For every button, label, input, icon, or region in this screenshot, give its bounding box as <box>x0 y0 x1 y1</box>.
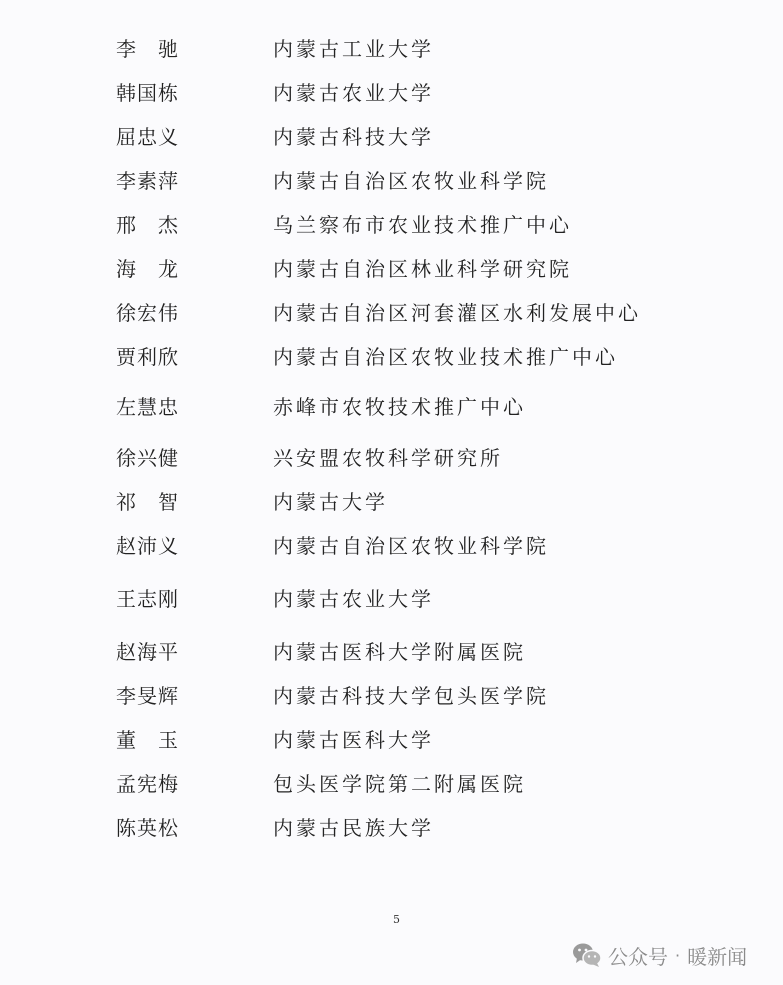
list-item <box>0 813 783 843</box>
expert-name: 徐宏伟 <box>116 301 179 325</box>
expert-name: 韩国栋 <box>116 81 179 105</box>
list-item <box>0 392 783 422</box>
list-item <box>0 254 783 284</box>
list-item <box>0 531 783 561</box>
expert-name: 李旻辉 <box>116 684 179 708</box>
expert-name: 贾利欣 <box>116 345 179 369</box>
watermark-label: 公众号 <box>608 944 668 969</box>
expert-name: 赵沛义 <box>116 534 179 558</box>
expert-organization: 包头医学院第二附属医院 <box>273 772 526 796</box>
expert-name: 邢 杰 <box>116 213 179 237</box>
list-item <box>0 681 783 711</box>
expert-name: 李 驰 <box>116 37 179 61</box>
list-item <box>0 443 783 473</box>
list-item <box>0 637 783 667</box>
list-item <box>0 769 783 799</box>
expert-organization: 兴安盟农牧科学研究所 <box>273 446 503 470</box>
expert-organization: 内蒙古自治区林业科学研究院 <box>273 257 572 281</box>
list-item <box>0 210 783 240</box>
wechat-watermark <box>572 940 747 970</box>
list-item <box>0 298 783 328</box>
expert-organization: 内蒙古工业大学 <box>273 37 434 61</box>
expert-name: 王志刚 <box>116 587 179 611</box>
expert-organization: 内蒙古自治区农牧业技术推广中心 <box>273 345 618 369</box>
list-item <box>0 342 783 372</box>
expert-name: 孟宪梅 <box>116 772 179 796</box>
expert-organization: 内蒙古自治区农牧业科学院 <box>273 534 549 558</box>
expert-organization: 内蒙古农业大学 <box>273 81 434 105</box>
expert-organization: 内蒙古医科大学 <box>273 728 434 752</box>
expert-organization: 内蒙古民族大学 <box>273 816 434 840</box>
expert-organization: 内蒙古大学 <box>273 490 388 514</box>
list-item <box>0 78 783 108</box>
expert-name: 祁 智 <box>116 490 179 514</box>
expert-name: 陈英松 <box>116 816 179 840</box>
expert-organization: 内蒙古科技大学 <box>273 125 434 149</box>
wechat-icon <box>572 942 602 968</box>
expert-organization: 乌兰察布市农业技术推广中心 <box>273 213 572 237</box>
list-item <box>0 584 783 614</box>
expert-name: 海 龙 <box>116 257 179 281</box>
page-number: 5 <box>393 913 400 926</box>
list-item <box>0 725 783 755</box>
expert-name: 屈忠义 <box>116 125 179 149</box>
expert-name: 李素萍 <box>116 169 179 193</box>
list-item <box>0 34 783 64</box>
list-item <box>0 122 783 152</box>
expert-name: 徐兴健 <box>116 446 179 470</box>
expert-organization: 内蒙古自治区河套灌区水利发展中心 <box>273 301 641 325</box>
expert-organization: 内蒙古自治区农牧业科学院 <box>273 169 549 193</box>
expert-organization: 内蒙古科技大学包头医学院 <box>273 684 549 708</box>
list-item <box>0 166 783 196</box>
expert-name: 赵海平 <box>116 640 179 664</box>
expert-name: 左慧忠 <box>116 395 179 419</box>
expert-organization: 内蒙古农业大学 <box>273 587 434 611</box>
watermark-account: 暖新闻 <box>687 944 748 969</box>
expert-organization: 内蒙古医科大学附属医院 <box>273 640 526 664</box>
expert-organization: 赤峰市农牧技术推广中心 <box>273 395 526 419</box>
list-item <box>0 487 783 517</box>
expert-name: 董 玉 <box>116 728 179 752</box>
watermark-separator: · <box>675 945 681 965</box>
